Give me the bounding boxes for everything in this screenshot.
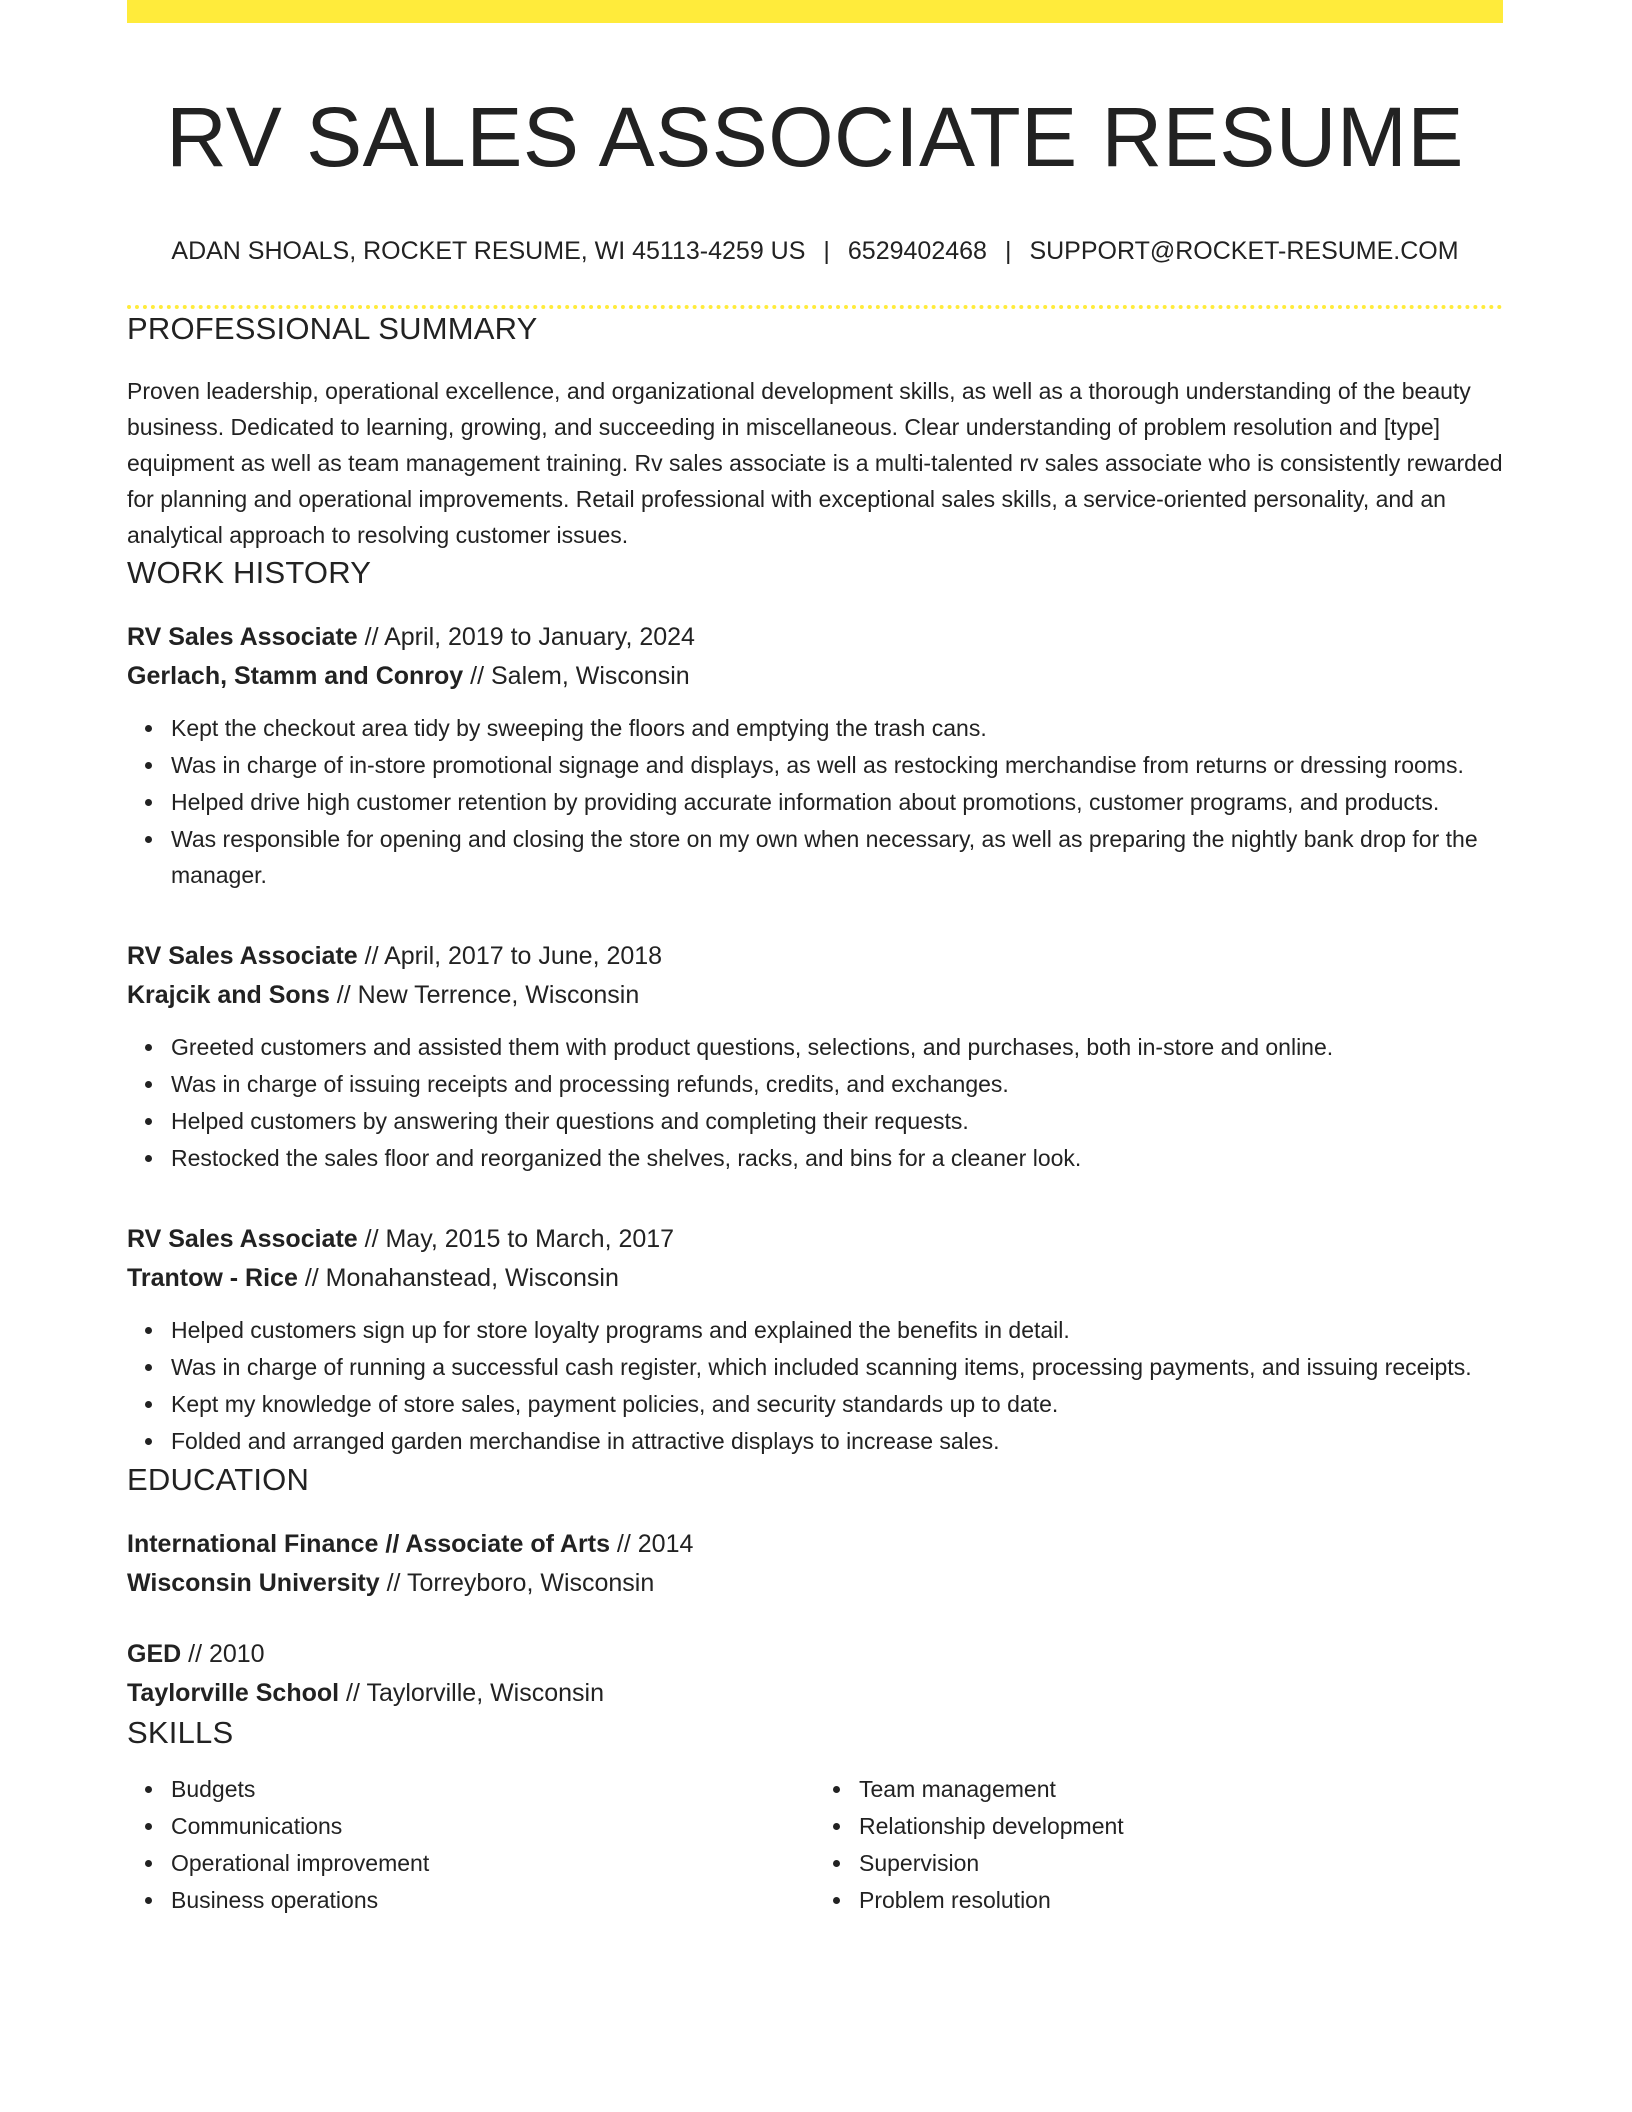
summary-text: Proven leadership, operational excellence, and organizational development skills, as well as a thorough understanding of the beauty business. Dedicated to learning, growing, and succeeding in miscellaneous. Clear understanding of problem resolution and [type] equipment as well as team management training. Rv sales associate is a multi-talented rv sales associate who is consistently rewarded for planning and operational improvements. Retail professional with exceptional sales skills, a service-oriented personality, and an analytical approach to resolving customer issues. [127,378,1503,548]
job-company: Gerlach, Stamm and Conroy [127,662,464,690]
skills-left-list [127,1771,815,1919]
resume-page [127,0,1503,1919]
job-bullet: Was in charge of in-store promotional signage and displays, as well as restocking merchandise from returns or dressing rooms. [171,747,1503,783]
education-school-line [127,1564,1503,1603]
education-location: // Taylorville, Wisconsin [339,1679,605,1707]
job-bullets [127,710,1503,893]
job-location: // New Terrence, Wisconsin [329,981,640,1009]
job-bullet: Was in charge of running a successful cash register, which included scanning items, processing payments, and issuing receipts. [171,1349,1503,1385]
job-company: Trantow - Rice [127,1264,298,1292]
skills-columns [127,1771,1503,1919]
job-role: RV Sales Associate [127,623,358,651]
job-dates: // May, 2015 to March, 2017 [357,1225,675,1253]
skills-right-list [815,1771,1503,1919]
education-year: // 2014 [609,1530,694,1558]
education-degree-line [127,1525,1503,1564]
job-bullet: Was in charge of issuing receipts and processing refunds, credits, and exchanges. [171,1066,1503,1102]
job-bullets [127,1029,1503,1176]
job-role-line [127,618,1503,657]
job-bullet: Helped drive high customer retention by providing accurate information about promotions, customer programs, and products. [171,784,1503,820]
job-bullet: Helped customers by answering their questions and completing their requests. [171,1103,1503,1139]
skill-item: Team management [859,1771,1503,1807]
job-role-line [127,1220,1503,1259]
resume-title: RV SALES ASSOCIATE RESUME [166,90,1464,184]
job-entry [127,618,1503,893]
work-history-heading: WORK HISTORY [127,555,372,590]
job-dates: // April, 2019 to January, 2024 [357,623,695,651]
summary-heading: PROFESSIONAL SUMMARY [127,311,538,346]
skill-item: Budgets [171,1771,815,1807]
contact-separator: | [1004,237,1012,265]
skill-item: Problem resolution [859,1882,1503,1918]
job-bullet: Greeted customers and assisted them with product questions, selections, and purchases, both in-store and online. [171,1029,1503,1065]
contact-address: ADAN SHOALS, ROCKET RESUME, WI 45113-4259 US [171,237,806,265]
skill-item: Communications [171,1808,815,1844]
contact-separator: | [823,237,830,265]
education-degree: GED [127,1640,182,1668]
skill-item: Relationship development [859,1808,1503,1844]
education-entry [127,1635,1503,1713]
education-heading: EDUCATION [127,1462,310,1497]
education-entry [127,1525,1503,1603]
education-degree: International Finance // Associate of Arts [127,1530,610,1558]
skill-item: Operational improvement [171,1845,815,1881]
contact-email: SUPPORT@ROCKET-RESUME.COM [1029,237,1459,265]
job-role: RV Sales Associate [127,942,358,970]
education-location: // Torreyboro, Wisconsin [379,1569,655,1597]
job-bullet: Kept my knowledge of store sales, payment policies, and security standards up to date. [171,1386,1503,1422]
job-entry [127,1220,1503,1459]
education-year: // 2010 [181,1640,265,1668]
skill-item: Supervision [859,1845,1503,1881]
contact-phone: 6529402468 [847,237,987,265]
job-entry [127,937,1503,1176]
job-bullets [127,1312,1503,1459]
contact-line [127,235,1503,267]
education-school-line [127,1674,1503,1713]
job-company-line [127,657,1503,696]
job-role: RV Sales Associate [127,1225,358,1253]
job-dates: // April, 2017 to June, 2018 [357,942,663,970]
skill-item: Business operations [171,1882,815,1918]
job-role-line [127,937,1503,976]
accent-top-bar [127,0,1503,23]
job-bullet: Restocked the sales floor and reorganized the shelves, racks, and bins for a cleaner look. [171,1140,1503,1176]
job-location: // Monahanstead, Wisconsin [297,1264,619,1292]
education-school: Wisconsin University [127,1569,380,1597]
job-company: Krajcik and Sons [127,981,330,1009]
job-company-line [127,976,1503,1015]
job-bullet: Helped customers sign up for store loyalty programs and explained the benefits in detail. [171,1312,1503,1348]
job-bullet: Kept the checkout area tidy by sweeping the floors and emptying the trash cans. [171,710,1503,746]
education-degree-line [127,1635,1503,1674]
job-company-line [127,1259,1503,1298]
job-bullet: Folded and arranged garden merchandise in attractive displays to increase sales. [171,1423,1503,1459]
job-bullet: Was responsible for opening and closing the store on my own when necessary, as well as preparing the nightly bank drop for the manager. [171,821,1503,893]
skills-heading: SKILLS [127,1715,234,1750]
job-location: // Salem, Wisconsin [463,662,690,690]
education-school: Taylorville School [127,1679,340,1707]
